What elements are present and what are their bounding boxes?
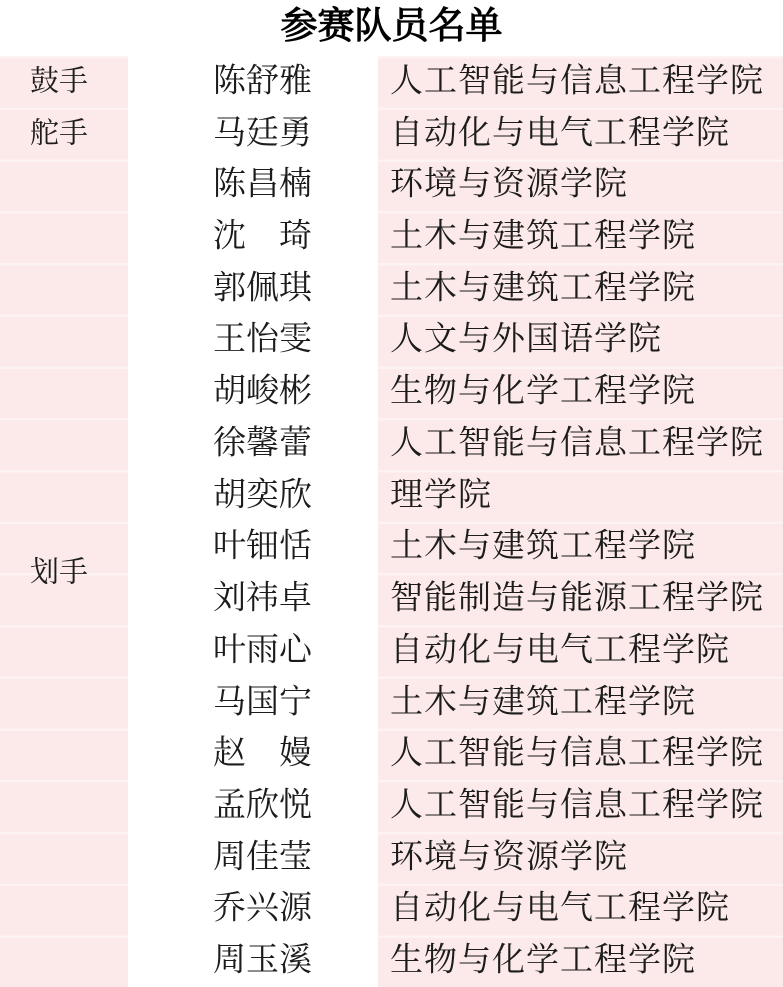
member-college: 土木与建筑工程学院 bbox=[390, 684, 696, 721]
member-college: 生物与化学工程学院 bbox=[390, 373, 696, 410]
member-name: 陈舒雅 bbox=[213, 63, 312, 100]
role-labels bbox=[0, 56, 128, 987]
member-college: 自动化与电气工程学院 bbox=[390, 632, 730, 669]
member-college: 人文与外国语学院 bbox=[390, 321, 662, 358]
member-college: 人工智能与信息工程学院 bbox=[390, 425, 764, 462]
role-label: 舵手 bbox=[29, 117, 88, 150]
member-name: 赵 嫚 bbox=[213, 735, 312, 772]
member-college: 土木与建筑工程学院 bbox=[390, 270, 696, 307]
member-college: 生物与化学工程学院 bbox=[390, 942, 696, 979]
page-title: 参赛队员名单 bbox=[280, 5, 503, 46]
member-college: 人工智能与信息工程学院 bbox=[390, 787, 764, 824]
member-name: 马国宁 bbox=[213, 684, 312, 721]
member-name: 孟欣悦 bbox=[213, 787, 312, 824]
member-name: 叶钿恬 bbox=[213, 528, 312, 565]
member-name: 王怡雯 bbox=[213, 321, 312, 358]
member-name: 周佳莹 bbox=[213, 839, 312, 876]
member-college: 自动化与电气工程学院 bbox=[390, 890, 730, 927]
member-college: 人工智能与信息工程学院 bbox=[390, 735, 764, 772]
member-name: 叶雨心 bbox=[213, 632, 312, 669]
member-college: 自动化与电气工程学院 bbox=[390, 115, 730, 152]
member-name: 乔兴源 bbox=[213, 890, 312, 927]
roster-table bbox=[0, 56, 783, 987]
role-label: 划手 bbox=[29, 556, 88, 589]
member-college: 环境与资源学院 bbox=[390, 839, 628, 876]
member-college: 智能制造与能源工程学院 bbox=[390, 580, 764, 617]
member-name: 胡奕欣 bbox=[213, 477, 312, 514]
member-college: 人工智能与信息工程学院 bbox=[390, 63, 764, 100]
member-name: 陈昌楠 bbox=[213, 166, 312, 203]
member-name: 郭佩琪 bbox=[213, 270, 312, 307]
member-name: 徐馨蕾 bbox=[213, 425, 312, 462]
member-name: 沈 琦 bbox=[213, 218, 312, 255]
member-college: 土木与建筑工程学院 bbox=[390, 218, 696, 255]
member-name: 胡峻彬 bbox=[213, 373, 312, 410]
member-name: 马廷勇 bbox=[213, 115, 312, 152]
member-college: 环境与资源学院 bbox=[390, 166, 628, 203]
member-name: 刘祎卓 bbox=[213, 580, 312, 617]
member-college: 土木与建筑工程学院 bbox=[390, 528, 696, 565]
role-label: 鼓手 bbox=[29, 65, 88, 98]
member-name: 周玉溪 bbox=[213, 942, 312, 979]
member-college: 理学院 bbox=[390, 477, 492, 514]
